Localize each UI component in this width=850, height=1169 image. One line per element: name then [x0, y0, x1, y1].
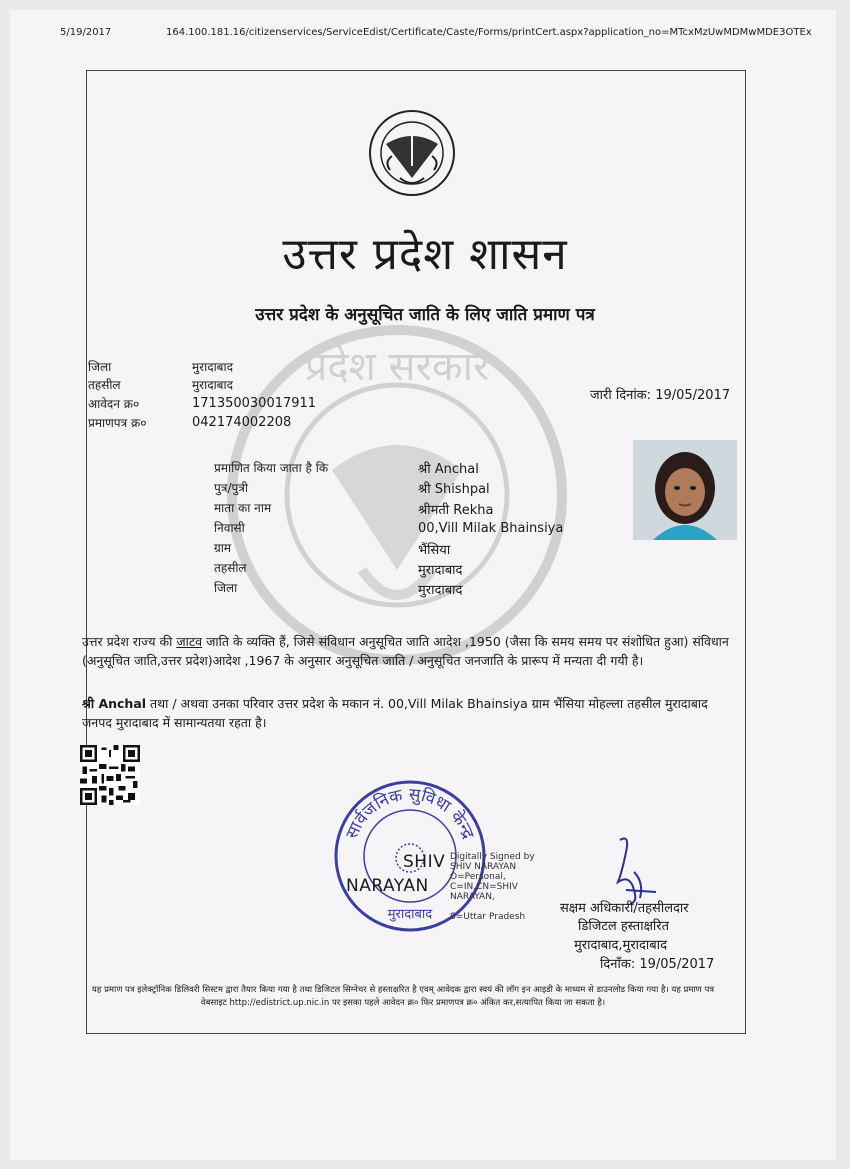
- district: मुरादाबाद: [418, 583, 463, 598]
- meta-label: तहसील: [88, 378, 121, 392]
- mother-name: श्रीमती Rekha: [418, 503, 494, 518]
- issue-date-line: [590, 385, 730, 403]
- detail-label: जिला: [214, 581, 238, 595]
- certificate-subtitle: उत्तर प्रदेश के अनुसूचित जाति के लिए जाति प्रमाण पत्र: [255, 305, 595, 325]
- meta-value: मुरादाबाद: [192, 360, 234, 374]
- certificate-title: उत्तर प्रदेश शासन: [282, 229, 568, 280]
- detail-label: निवासी: [214, 521, 245, 535]
- svg-text:सार्वजनिक सुविधा केन्द्र: [342, 785, 478, 843]
- issue-date-label: जारी दिनांक:: [590, 388, 652, 403]
- applicant-photo: [633, 440, 737, 540]
- footer-note: यह प्रमाण पत्र इलेक्ट्रॉनिक डिलिवरी सिस्टम द्वारा तैयार किया गया है तथा डिजिटल सिग्नेचर से हस्ताक्षरित है एवम् आवेदक द्वारा स्वयं की लॉग इन आइडी के माध्यम से डाउनलोड किया गया है। यह प्रमाण पत्र वेबसाइट http://edistrict.up.nic.in पर इसका पहले आवेदन क्र० फिर प्रमाणपत्र क्र० अंकित कर,सत्यापित किया जा सकता है।: [91, 985, 715, 1008]
- signer-name-line2: NARAYAN: [346, 876, 429, 896]
- authority-date: 19/05/2017: [639, 957, 715, 972]
- detail-label: पुत्र/पुत्री: [214, 481, 249, 495]
- svg-text:प्रदेश सरकार: प्रदेश सरकार: [304, 344, 490, 390]
- village: भैंसिया: [418, 543, 451, 558]
- qr-code-icon: [80, 745, 140, 805]
- caste-name: जाटव: [176, 634, 203, 649]
- issue-date: 19/05/2017: [655, 388, 731, 403]
- watermark-emblem-icon: [212, 320, 582, 670]
- certificate-number: 042174002208: [192, 415, 292, 430]
- authority-date-label: दिनाँक:: [600, 957, 636, 972]
- residence-paragraph: श्री Anchal तथा / अथवा उनका परिवार उत्तर प्रदेश के मकान नं. 00,Vill Milak Bhainsiya ग्राम भैंसिया मोहल्ला तहसील मुरादाबाद जनपद मुरादाबाद में सामान्यतया रहता है।: [82, 696, 708, 730]
- detail-label: प्रमाणित किया जाता है कि: [214, 461, 329, 475]
- father-name: श्री Shishpal: [418, 482, 490, 497]
- application-number: 171350030017911: [192, 396, 317, 411]
- caste-paragraph: उत्तर प्रदेश राज्य की जाटव जाति के व्यक्ति हैं, जिसे संविधान अनुसूचित जाति आदेश ,1950 (जैसा कि समय समय पर संशोधित हुआ) संविधान (अनुसूचित जाति,उत्तर प्रदेश)आदेश ,1967 के अनुसार अनुसूचित जाति / अनुसूचित जनजाति के प्रारूप में मन्यता दी गयी है।: [82, 634, 729, 668]
- state-emblem-icon: [360, 108, 464, 198]
- detail-label: तहसील: [214, 561, 247, 575]
- authority-sign-type: डिजिटल हस्ताक्षरित: [578, 919, 669, 934]
- meta-value: मुरादाबाद: [192, 378, 234, 392]
- authority-date-line: [600, 954, 714, 972]
- print-url[interactable]: 164.100.181.16/citizenservices/ServiceEdist/Certificate/Caste/Forms/printCert.aspx?application_no=MTcxMzUwMDMwMDE3OTEx: [166, 27, 812, 38]
- digital-signature-block: Digitally Signed by SHIV NARAYAN O=Personal, C=IN,CN=SHIV NARAYAN, S=Uttar Pradesh: [450, 852, 535, 922]
- applicant-name: श्री Anchal: [418, 462, 479, 477]
- signer-name-line1: SHIV: [403, 852, 446, 872]
- detail-label: माता का नाम: [214, 501, 272, 515]
- authority-designation: सक्षम अधिकारी/तहसीलदार: [560, 901, 689, 916]
- residence: 00,Vill Milak Bhainsiya: [418, 521, 564, 536]
- meta-label: आवेदन क्र०: [88, 397, 140, 411]
- seal-bottom-text: मुरादाबाद: [387, 907, 433, 922]
- meta-label: प्रमाणपत्र क्र०: [88, 416, 147, 430]
- seal-ring-text: सार्वजनिक सुविधा केन्द्र: [342, 784, 478, 842]
- meta-label: जिला: [88, 360, 112, 374]
- print-date: 5/19/2017: [60, 27, 112, 38]
- authority-place: मुरादाबाद,मुरादाबाद: [574, 938, 667, 953]
- detail-label: ग्राम: [214, 541, 232, 555]
- tehsil: मुरादाबाद: [418, 563, 463, 578]
- para-applicant-name: श्री Anchal: [82, 696, 147, 711]
